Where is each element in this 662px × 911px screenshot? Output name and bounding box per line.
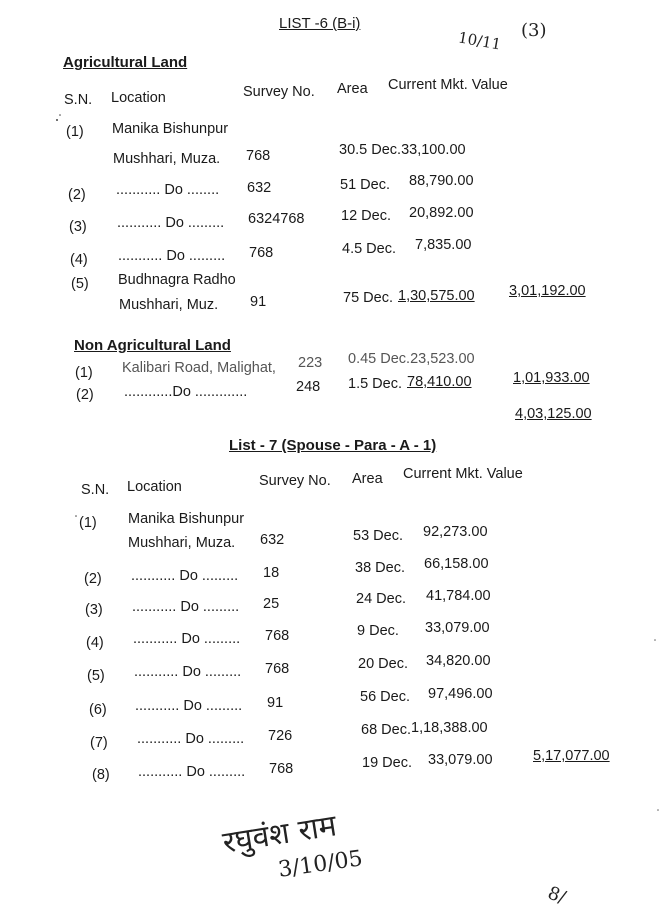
- row-area: 75 Dec.: [343, 290, 393, 306]
- scan-speck: [75, 515, 77, 517]
- row-survey: 768: [246, 148, 271, 164]
- row-location: ........... Do .........: [137, 731, 245, 747]
- row-survey: 632: [260, 532, 285, 548]
- row-location: ........... Do .........: [131, 568, 239, 584]
- row-area-value: 0.45 Dec.23,523.00: [348, 351, 475, 367]
- row-sn: (6): [89, 702, 107, 718]
- row-survey: 768: [265, 628, 290, 644]
- row-area: 4.5 Dec.: [342, 241, 396, 257]
- row-survey: 248: [296, 379, 321, 395]
- row-sn: (4): [70, 252, 88, 268]
- handwritten-page-mark: 8/: [544, 882, 569, 909]
- row-sn: (8): [92, 767, 110, 783]
- row-area-value: 30.5 Dec.33,100.00: [339, 142, 466, 158]
- col-location-header: Location: [127, 479, 182, 495]
- row-location: ........... Do .........: [117, 215, 225, 231]
- row-location: Budhnagra Radho: [118, 272, 236, 288]
- margin-note-page: (3): [521, 20, 547, 41]
- row-area: 56 Dec.: [360, 689, 410, 705]
- row-sn: (2): [84, 571, 102, 587]
- row-location: ........... Do .........: [133, 631, 241, 647]
- row-area: 51 Dec.: [340, 177, 390, 193]
- scan-speck: [56, 119, 58, 121]
- row-location: ............Do .............: [124, 384, 248, 400]
- row-area: 20 Dec.: [358, 656, 408, 672]
- row-sn: (7): [90, 735, 108, 751]
- row-location: Mushhari, Muza.: [128, 535, 236, 551]
- row-sn: (3): [69, 219, 87, 235]
- row-survey: 25: [263, 596, 280, 612]
- row-survey: 726: [268, 728, 293, 744]
- row-value: 92,273.00: [423, 524, 488, 540]
- list7-title: List - 7 (Spouse - Para - A - 1): [229, 437, 437, 454]
- row-survey: 223: [298, 355, 323, 371]
- list6-grand-total: 4,03,125.00: [515, 406, 592, 422]
- row-survey: 632: [247, 180, 272, 196]
- row-location: ........... Do .........: [135, 698, 243, 714]
- row-value: 97,496.00: [428, 686, 493, 702]
- non-agricultural-land-heading: Non Agricultural Land: [74, 337, 231, 354]
- row-value: 66,158.00: [424, 556, 489, 572]
- col-sn-header: S.N.: [81, 482, 110, 498]
- list7-total: 5,17,077.00: [533, 748, 610, 764]
- scan-speck: [59, 114, 61, 116]
- row-value: 88,790.00: [409, 173, 474, 189]
- row-area: 38 Dec.: [355, 560, 405, 576]
- row-sn: (2): [76, 387, 94, 403]
- row-area: 9 Dec.: [357, 623, 399, 639]
- row-value: 33,079.00: [425, 620, 490, 636]
- col-value-header: Current Mkt. Value: [388, 77, 508, 93]
- scan-speck: [654, 639, 656, 641]
- row-location: ........... Do ........: [116, 182, 220, 198]
- row-location: ........... Do .........: [134, 664, 242, 680]
- row-location: ........... Do .........: [118, 248, 226, 264]
- row-area: 1.5 Dec.: [348, 376, 402, 392]
- row-value: 34,820.00: [426, 653, 491, 669]
- row-survey: 768: [249, 245, 274, 261]
- agricultural-subtotal: 3,01,192.00: [509, 283, 586, 299]
- col-location-header: Location: [111, 90, 166, 106]
- row-area: 12 Dec.: [341, 208, 391, 224]
- agricultural-land-heading: Agricultural Land: [63, 54, 188, 71]
- row-location: Manika Bishunpur: [128, 511, 245, 527]
- row-sn: (1): [66, 124, 84, 140]
- row-survey: 18: [263, 565, 280, 581]
- col-survey-header: Survey No.: [259, 473, 331, 489]
- row-value: 7,835.00: [415, 237, 472, 253]
- row-location: Manika Bishunpur: [112, 121, 229, 137]
- col-survey-header: Survey No.: [243, 84, 315, 100]
- row-value: 41,784.00: [426, 588, 491, 604]
- row-sn: (5): [87, 668, 105, 684]
- row-location: ........... Do .........: [138, 764, 246, 780]
- row-location: ........... Do .........: [132, 599, 240, 615]
- row-value: 1,30,575.00: [398, 288, 475, 304]
- row-sn: (1): [75, 365, 93, 381]
- col-value-header: Current Mkt. Value: [403, 466, 523, 482]
- row-area: 68 Dec.: [361, 722, 411, 738]
- row-sn: (5): [71, 276, 89, 292]
- row-sn: (2): [68, 187, 86, 203]
- row-value: 1,18,388.00: [411, 720, 488, 736]
- row-survey: 6324768: [248, 211, 305, 227]
- row-sn: (4): [86, 635, 104, 651]
- row-location: Kalibari Road, Malighat,: [122, 360, 276, 376]
- list6-title: LIST -6 (B-i): [279, 15, 361, 32]
- margin-note-date: 10/11: [456, 28, 503, 54]
- row-survey: 91: [250, 294, 267, 310]
- row-value: 78,410.00: [407, 374, 472, 390]
- row-survey: 768: [265, 661, 290, 677]
- row-sn: (1): [79, 515, 97, 531]
- non-agricultural-subtotal: 1,01,933.00: [513, 370, 590, 386]
- row-value: 33,079.00: [428, 752, 493, 768]
- row-survey: 91: [267, 695, 284, 711]
- row-survey: 768: [269, 761, 294, 777]
- handwritten-date: 3/10/05: [276, 846, 365, 883]
- scan-speck: [657, 809, 659, 811]
- row-sn: (3): [85, 602, 103, 618]
- col-area-header: Area: [352, 471, 383, 487]
- col-area-header: Area: [337, 81, 368, 97]
- row-location: Mushhari, Muz.: [119, 297, 219, 313]
- row-area: 24 Dec.: [356, 591, 406, 607]
- row-area: 53 Dec.: [353, 528, 403, 544]
- handwritten-signature: रघुवंश राम: [220, 808, 339, 861]
- col-sn-header: S.N.: [64, 92, 93, 108]
- row-location: Mushhari, Muza.: [113, 151, 221, 167]
- row-area: 19 Dec.: [362, 755, 412, 771]
- row-value: 20,892.00: [409, 205, 474, 221]
